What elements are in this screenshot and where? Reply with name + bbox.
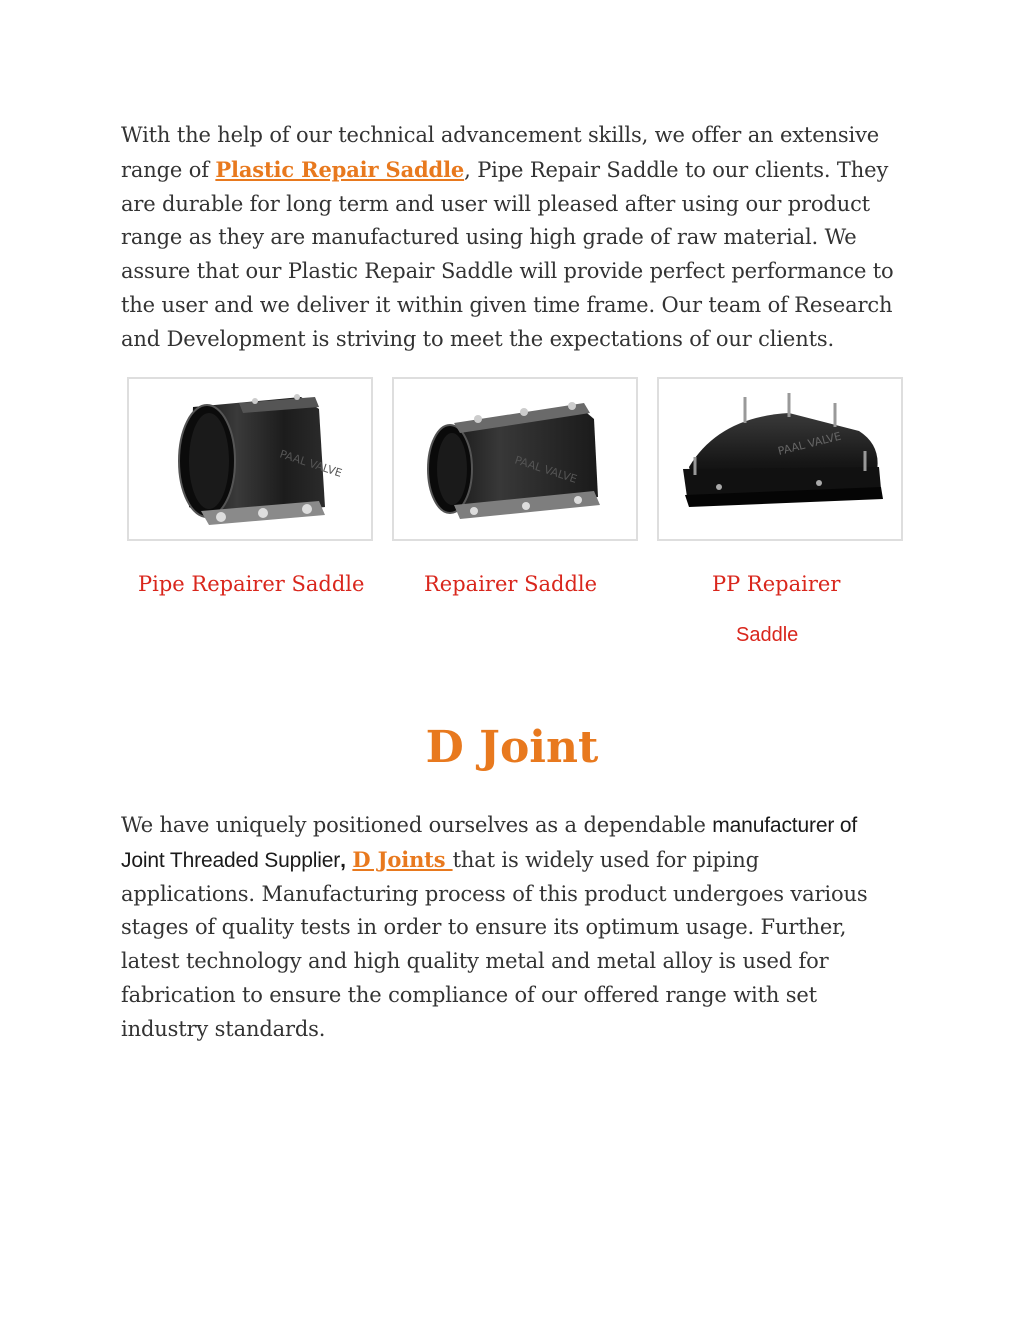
d-joint-line: industry standards. [121,1016,326,1041]
d-joint-text-dark: manufacturer of [712,814,858,837]
intro-line [121,153,911,188]
intro-line: range as they are manufactured using high grade of raw material. We [121,225,857,250]
watermark-text: PAAL VALVE [278,447,344,480]
caption-saddle: Saddle [736,624,799,646]
caption-pipe-repairer-saddle: Pipe Repairer Saddle [138,572,365,596]
intro-line: assure that our Plastic Repair Saddle will provide perfect performance to [121,259,894,284]
intro-line: the user and we deliver it within given time frame. Our team of Research [121,292,893,317]
watermark-text: PAAL VALVE [776,429,843,458]
d-joint-text-dark: Joint Threaded Supplier [121,848,341,872]
intro-text: range of [121,157,216,182]
d-joint-comma: , [340,848,346,872]
pipe-saddle-illustration [129,379,371,539]
d-joint-line: fabrication to ensure the compliance of our offered range with set [121,982,817,1007]
d-joint-paragraph [121,809,911,1047]
d-joint-line [121,843,911,878]
d-joint-text: We have uniquely positioned ourselves as a dependable [121,813,713,837]
pp-repairer-saddle-image [657,377,903,541]
watermark-text: PAAL VALVE [513,453,579,486]
caption-repairer-saddle: Repairer Saddle [424,572,598,596]
intro-line: are durable for long term and user will pleased after using our product [121,191,870,216]
intro-text: , Pipe Repair Saddle to our clients. They [464,157,889,182]
d-joint-text: that is widely used for piping [452,847,759,872]
pp-saddle-illustration [659,379,901,539]
d-joints-link[interactable]: D Joints [352,846,453,872]
d-joint-line: latest technology and high quality metal and metal alloy is used for [121,949,829,974]
intro-line: With the help of our technical advancement skills, we offer an extensive [121,123,880,147]
repairer-saddle-illustration [394,379,636,539]
pipe-repairer-saddle-image [127,377,373,541]
caption-pp-repairer: PP Repairer [712,572,841,596]
section-heading: D Joint [425,722,599,773]
d-joint-line [121,809,911,843]
intro-line: and Development is striving to meet the expectations of our clients. [121,326,835,351]
d-joint-line: stages of quality tests in order to ensure its optimum usage. Further, [121,915,847,940]
d-joint-line: applications. Manufacturing process of this product undergoes various [121,881,868,906]
plastic-repair-saddle-link[interactable]: Plastic Repair Saddle [215,156,465,182]
repairer-saddle-image [392,377,638,541]
intro-paragraph [121,119,911,357]
